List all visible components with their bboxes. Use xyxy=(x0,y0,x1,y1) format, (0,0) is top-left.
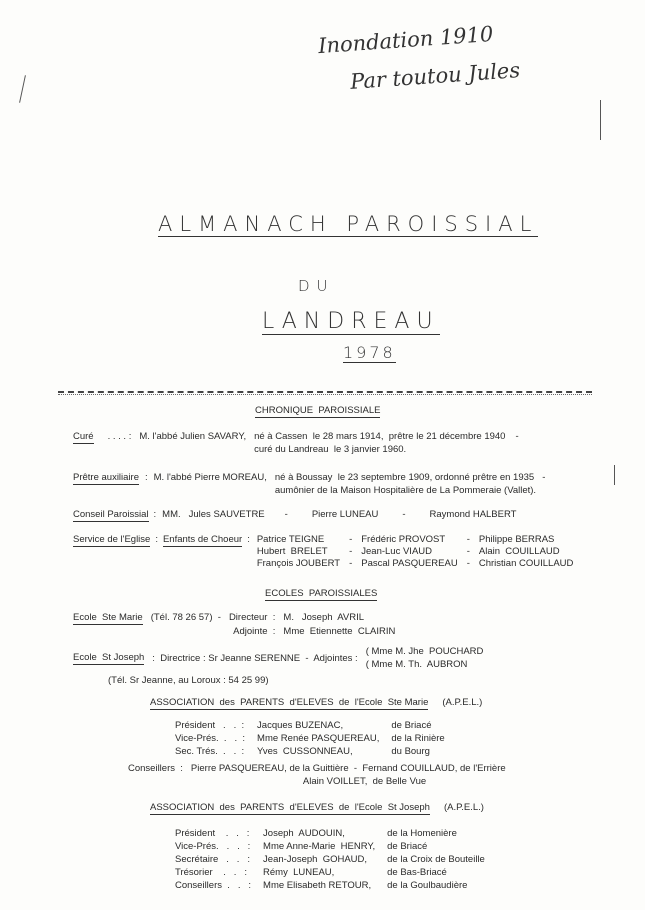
apel-member-name: Jean-Joseph GOHAUD, xyxy=(263,854,368,865)
service-row xyxy=(73,534,573,570)
conseil-label: Conseil Paroissial xyxy=(73,509,149,520)
apel-member-place: de Briacé xyxy=(387,841,428,852)
apel-role: Trésorier . . : xyxy=(175,867,247,878)
apel-role: Président . . : xyxy=(175,720,245,731)
cure-details-line2: curé du Landreau le 3 janvier 1960. xyxy=(254,444,407,455)
scan-mark xyxy=(600,100,601,140)
apel-member-place: de la Goulbaudière xyxy=(387,880,468,891)
apel-suffix: (A.P.E.L.) xyxy=(443,802,484,813)
apel-member-name: Joseph AUDOUIN, xyxy=(263,828,345,839)
dash: - xyxy=(402,509,406,520)
pretre-details-line2: aumônier de la Maison Hospitalière de La Pommeraie (Vallet). xyxy=(274,485,537,496)
apel-suffix: (A.P.E.L.) xyxy=(442,697,483,708)
pretre-row xyxy=(73,472,545,497)
dash: - xyxy=(349,558,353,569)
conseillers-line1: Pierre PASQUEREAU, de la Guittière - Fernand COUILLAUD, de l'Errière xyxy=(190,763,506,774)
adjointe-name: Mme Etiennette CLAIRIN xyxy=(283,626,396,637)
apel-member-name: Mme Anne-Marie HENRY, xyxy=(263,841,376,852)
conseil-row xyxy=(73,509,516,522)
ecole-ste-marie-row xyxy=(73,612,395,638)
apel-role: Président . . : xyxy=(175,828,250,839)
ecole-st-joseph-label: Ecole St Joseph xyxy=(73,652,145,663)
conseil-prefix: MM. xyxy=(162,509,181,520)
separator: : xyxy=(153,509,157,520)
choir-member: Frédéric PROVOST xyxy=(361,534,446,545)
ecole-st-joseph-tel: (Tél. Sr Jeanne, au Loroux : 54 25 99) xyxy=(108,675,269,686)
dash: - xyxy=(466,546,470,557)
adjointe-label: Adjointe : xyxy=(233,626,276,637)
apel-st-joseph-heading: ASSOCIATION des PARENTS d'ELEVES de l'Ecole St Joseph xyxy=(150,802,430,813)
service-label: Service de l'Eglise xyxy=(73,534,151,545)
dash: - xyxy=(542,472,546,483)
ecole-ste-marie-tel: (Tél. 78 26 57) - xyxy=(150,612,221,623)
apel-ste-marie-board xyxy=(175,720,445,758)
dash: - xyxy=(349,546,353,557)
pretre-name: M. l'abbé Pierre MOREAU, xyxy=(153,472,267,483)
choir-member: François JOUBERT xyxy=(256,558,341,569)
apel-role: Vice-Prés. . . : xyxy=(175,733,246,744)
conseillers-label: Conseillers : xyxy=(128,763,183,774)
section-heading-chronique: CHRONIQUE PAROISSIALE xyxy=(255,405,381,416)
conseil-member: Raymond HALBERT xyxy=(429,509,517,520)
choir-member: Jean-Luc VIAUD xyxy=(361,546,433,557)
dash: - xyxy=(349,534,353,545)
divider xyxy=(58,391,592,393)
divider xyxy=(58,394,592,395)
apel-role: Sec. Trés. . . : xyxy=(175,746,245,757)
separator: : xyxy=(155,534,158,545)
scan-mark xyxy=(614,465,615,485)
apel-member-name: Mme Elisabeth RETOUR, xyxy=(263,880,372,891)
separator: : xyxy=(145,472,148,483)
conseil-member: Jules SAUVETRE xyxy=(188,509,265,520)
ecole-st-joseph-row xyxy=(73,646,483,671)
apel-role: Secrétaire . . : xyxy=(175,854,250,865)
title-year: 1978 xyxy=(343,343,396,362)
choir-member: Patrice TEIGNE xyxy=(256,534,325,545)
choir-member: Philippe BERRAS xyxy=(478,534,555,545)
cure-row xyxy=(73,431,519,456)
apel-ste-marie-heading-row xyxy=(150,697,482,710)
apel-member-place: de la Croix de Bouteille xyxy=(387,854,485,865)
title-du: DU xyxy=(298,277,335,295)
apel-member-place: du Bourg xyxy=(391,746,430,757)
choir-member: Pascal PASQUEREAU xyxy=(361,558,458,569)
cure-name: M. l'abbé Julien SAVARY, xyxy=(139,431,247,442)
apel-member-place: de la Rinière xyxy=(391,733,445,744)
dash: - xyxy=(515,431,519,442)
apel-member-name: Yves CUSSONNEAU, xyxy=(257,746,353,757)
separator: : xyxy=(247,534,250,545)
apel-member-place: de Bas-Briacé xyxy=(387,867,447,878)
choir-member: Christian COUILLAUD xyxy=(478,558,574,569)
choir-grid xyxy=(257,534,574,570)
handwritten-note-line2: Par toutou Jules xyxy=(349,58,521,94)
ste-marie-staff xyxy=(229,612,395,638)
pretre-details-line1: né à Boussay le 23 septembre 1909, ordonné prêtre en 1935 xyxy=(274,472,535,483)
conseillers-line2: Alain VOILLET, de Belle Vue xyxy=(302,776,427,787)
section-heading-ecoles: ECOLES PAROISSIALES xyxy=(265,588,378,599)
cure-details-line1: né à Cassen le 28 mars 1914, prêtre le 21 décembre 1940 xyxy=(254,431,506,442)
apel-member-place: de la Homenière xyxy=(387,828,457,839)
apel-st-joseph-board xyxy=(175,828,485,892)
scan-mark xyxy=(19,75,26,103)
dash: - xyxy=(466,558,470,569)
apel-ste-marie-heading: ASSOCIATION des PARENTS d'ELEVES de l'Ecole Ste Marie xyxy=(150,697,429,708)
cure-label: Curé xyxy=(73,431,94,442)
choir-member: Hubert BRELET xyxy=(256,546,328,557)
apel-ste-marie-conseillers xyxy=(128,763,506,788)
handwritten-note-line1: Inondation 1910 xyxy=(317,21,495,59)
adjointe-name: ( Mme M. Th. AUBRON xyxy=(365,659,468,670)
ecole-st-joseph-staff: : Directrice : Sr Jeanne SERENNE - Adjointes : xyxy=(152,652,358,664)
choir-member: Alain COUILLAUD xyxy=(478,546,560,557)
pretre-label: Prêtre auxiliaire xyxy=(73,472,139,483)
apel-member-name: Jacques BUZENAC, xyxy=(257,720,344,731)
service-sublabel: Enfants de Choeur xyxy=(162,534,243,545)
apel-st-joseph-heading-row xyxy=(150,802,484,815)
apel-role: Conseillers . . : xyxy=(175,880,252,891)
cure-dots: . . . . : xyxy=(107,431,132,442)
directeur-label: Directeur : xyxy=(228,612,276,623)
apel-role: Vice-Prés. . . : xyxy=(175,841,251,852)
apel-member-name: Rémy LUNEAU, xyxy=(263,867,335,878)
title-place: LANDREAU xyxy=(262,309,440,334)
dash: - xyxy=(466,534,470,545)
conseil-member: Pierre LUNEAU xyxy=(311,509,379,520)
dash: - xyxy=(284,509,288,520)
apel-member-name: Mme Renée PASQUEREAU, xyxy=(257,733,380,744)
adjointe-name: ( Mme M. Jhe POUCHARD xyxy=(365,646,484,657)
directeur-name: M. Joseph AVRIL xyxy=(283,612,365,623)
ecole-ste-marie-label: Ecole Ste Marie xyxy=(73,612,143,623)
apel-member-place: de Briacé xyxy=(391,720,432,731)
title-main: ALMANACH PAROISSIAL xyxy=(158,212,539,236)
